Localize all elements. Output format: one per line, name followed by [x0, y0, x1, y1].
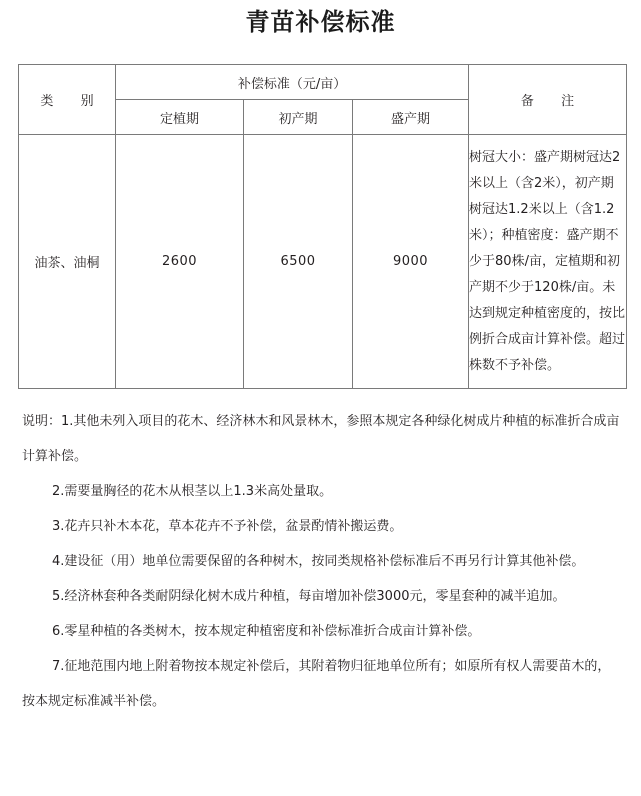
cell-period-3-value: 9000 — [353, 135, 469, 389]
note-item: 说明：1.其他未列入项目的花木、经济林木和风景林木，参照本规定各种绿化树成片种植的标准折合成亩计算补偿。 — [22, 414, 620, 464]
column-header-standard-group: 补偿标准（元/亩） — [116, 65, 469, 100]
table-header-row-1 — [19, 65, 627, 100]
note-item: 2.需要量胸径的花木从根茎以上1.3米高处量取。 — [52, 484, 333, 499]
table-body — [19, 135, 627, 389]
column-header-remark: 备 注 — [520, 94, 582, 109]
note-item: 5.经济林套种各类耐阴绿化树木成片种植，每亩增加补偿3000元，零星套种的减半追加。 — [52, 589, 566, 604]
note-item: 7.征地范围内地上附着物按本规定补偿后，其附着物归征地单位所有；如原所有权人需要苗木的，按本规定标准减半补偿。 — [22, 659, 611, 709]
column-header-period-1: 定植期 — [116, 100, 244, 135]
column-header-category: 类 别 — [40, 94, 101, 109]
notes-section — [22, 404, 622, 719]
column-header-period-2: 初产期 — [244, 100, 353, 135]
note-item: 3.花卉只补木本花，草本花卉不予补偿，盆景酌情补搬运费。 — [52, 519, 403, 534]
page-title: 青苗补偿标准 — [245, 8, 396, 36]
note-item: 6.零星种植的各类树木，按本规定种植密度和补偿标准折合成亩计算补偿。 — [52, 624, 481, 639]
note-item: 4.建设征（用）地单位需要保留的各种树木，按同类规格补偿标准后不再另行计算其他补偿。 — [52, 554, 585, 569]
compensation-standard-table — [18, 64, 627, 389]
column-header-period-3: 盛产期 — [353, 100, 469, 135]
cell-remark-text: 树冠大小：盛产期树冠达2米以上（含2米），初产期树冠达1.2米以上（含1.2米）；种植密度：盛产期不少于80株/亩，定植期和初产期不少于120株/亩。未达到规定种植密度的，按比例折合成亩计算补偿。超过株数不予补偿。 — [469, 135, 627, 389]
table-header — [19, 65, 627, 135]
cell-category: 油茶、油桐 — [19, 135, 116, 389]
cell-period-1-value: 2600 — [116, 135, 244, 389]
cell-period-2-value: 6500 — [244, 135, 353, 389]
table-row — [19, 135, 627, 389]
